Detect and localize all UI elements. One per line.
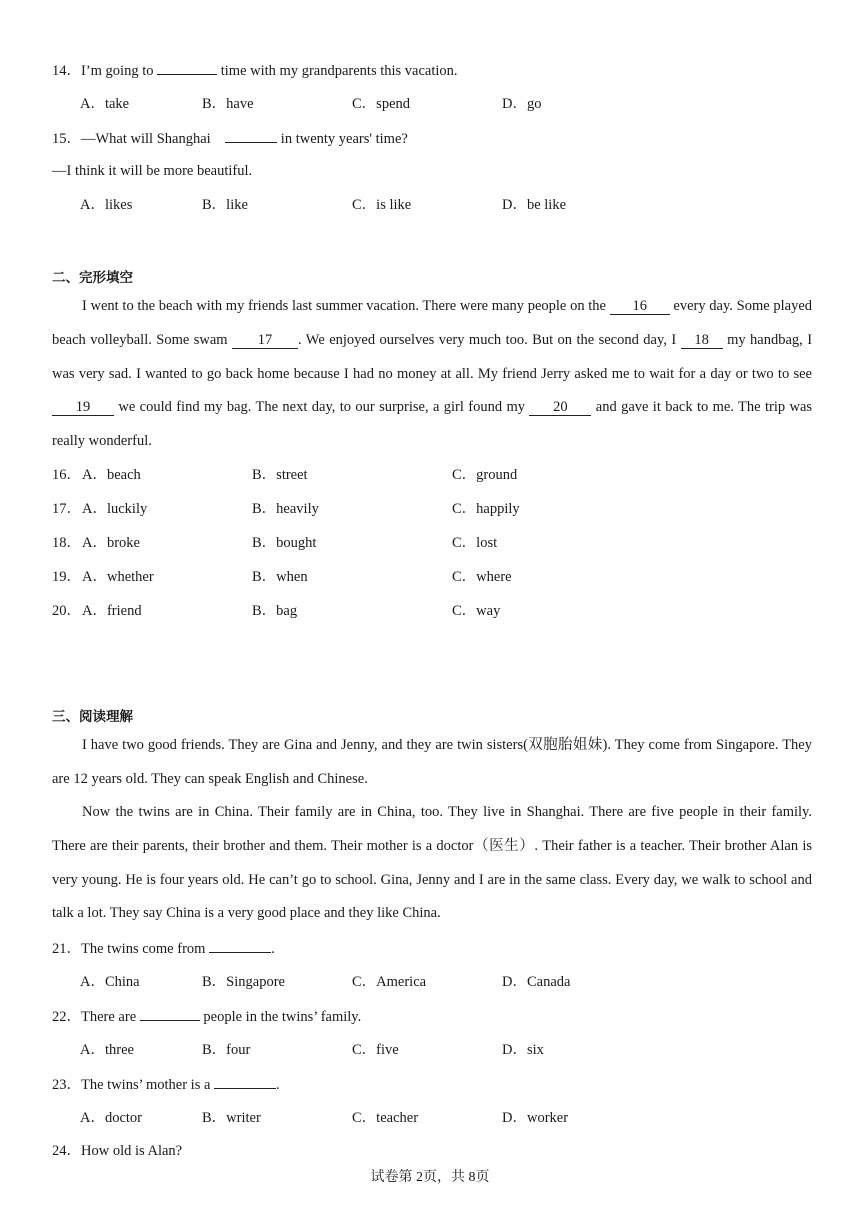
question-text: I’m going to — [81, 63, 154, 79]
question-text: The twins’ mother is a — [81, 1077, 211, 1093]
question-text: —What will Shanghai — [81, 131, 211, 147]
question-number: 18． — [52, 535, 81, 551]
option-b: B．four — [202, 1042, 251, 1058]
option-b: B．bag — [252, 603, 298, 619]
option-b: B．writer — [202, 1110, 261, 1126]
option-d: D．be like — [502, 197, 567, 213]
option-d: D．go — [502, 96, 542, 112]
blank-16: 16 — [610, 298, 670, 315]
question-22 — [52, 1006, 361, 1027]
option-c: C．ground — [452, 467, 518, 483]
passage-text: . We enjoyed ourselves very much too. But on the second day, I — [298, 331, 677, 348]
option-b: B．have — [202, 96, 254, 112]
question-text: . — [271, 941, 275, 957]
blank-19: 19 — [52, 399, 114, 416]
question-24 — [52, 1141, 182, 1161]
question-number: 20． — [52, 603, 81, 619]
question-text: There are — [81, 1009, 137, 1025]
passage-text: we could find my bag. The next day, to our surprise, a girl found my — [118, 399, 526, 416]
question-text: . — [276, 1077, 280, 1093]
option-c: C．teacher — [352, 1110, 419, 1126]
section-heading: 三、阅读理解 — [52, 709, 133, 725]
question-number: 17． — [52, 501, 81, 517]
passage-text: every day. Some played beach volleyball. Some swam — [52, 298, 813, 348]
question-text: time with my grandparents this vacation. — [220, 63, 458, 79]
passage-text: my handbag, I was very sad. I wanted to go back home because I had no money at all. My friend Jerry asked me to wait for a day or two to see — [52, 331, 813, 382]
question-number: 15． — [52, 131, 81, 147]
question-number: 21． — [52, 941, 81, 957]
option-a: A．beach — [82, 467, 141, 483]
answer-blank — [209, 938, 271, 953]
question-15-reply: —I think it will be more beautiful. — [52, 163, 253, 179]
option-b: B．heavily — [252, 501, 319, 517]
question-number: 23． — [52, 1077, 81, 1093]
option-c: C．is like — [352, 197, 412, 213]
passage-text: I went to the beach with my friends last summer vacation. There were many people on the — [82, 298, 606, 314]
answer-blank — [157, 60, 217, 75]
option-c: C．lost — [452, 535, 498, 551]
option-a: A．likes — [80, 197, 133, 213]
question-14 — [52, 60, 458, 81]
option-c: C．five — [352, 1042, 399, 1058]
question-number: 16． — [52, 467, 81, 483]
option-c: C．America — [352, 974, 427, 990]
answer-blank — [214, 1074, 276, 1089]
option-d: D．six — [502, 1042, 544, 1058]
option-b: B．like — [202, 197, 248, 213]
blank-18: 18 — [681, 332, 723, 349]
option-b: B．Singapore — [202, 974, 285, 990]
question-text: people in the twins’ family. — [203, 1009, 362, 1025]
option-a: A．luckily — [82, 501, 148, 517]
question-23 — [52, 1074, 280, 1095]
blank-20: 20 — [529, 399, 591, 416]
question-number: 14． — [52, 63, 81, 79]
blank-17: 17 — [232, 332, 298, 349]
question-text: in twenty years' time? — [280, 131, 408, 147]
option-b: B．street — [252, 467, 308, 483]
page-footer: 试卷第 2页，共 8页 — [370, 1170, 490, 1185]
question-number: 22． — [52, 1009, 81, 1025]
answer-blank — [225, 128, 277, 143]
option-b: B．when — [252, 569, 308, 585]
option-a: A．doctor — [80, 1110, 143, 1126]
reading-paragraph-1: I have two good friends. They are Gina and Jenny, and they are twin sisters(双胞胎姐妹). They come from Singapore. They are 12 years old. They can speak English and Chinese. — [52, 737, 812, 787]
option-a: A．broke — [82, 535, 140, 551]
option-a: A．take — [80, 96, 130, 112]
option-c: C．spend — [352, 96, 410, 112]
question-number: 24． — [52, 1143, 81, 1159]
cloze-passage — [52, 290, 812, 459]
question-15 — [52, 128, 408, 149]
option-c: C．where — [452, 569, 512, 585]
answer-blank — [140, 1006, 200, 1021]
reading-paragraph-2: Now the twins are in China. Their family are in China, too. They live in Shanghai. There are five people in their family. There are their parents, their brother and them. Their mother is a doctor（医生）. Their father is a teacher. Their brother Alan is very young. He is four years old. He can’t go to school. Gina, Jenny and I are in the same class. Every day, we walk to school and talk a lot. They say China is a very good place and they like China. — [52, 804, 812, 922]
question-text: The twins come from — [81, 941, 206, 957]
option-d: D．worker — [502, 1110, 569, 1126]
question-21 — [52, 938, 275, 959]
section-heading: 二、完形填空 — [52, 270, 133, 286]
option-a: A．whether — [82, 569, 154, 585]
option-d: D．Canada — [502, 974, 571, 990]
option-a: A．China — [80, 974, 140, 990]
passage-text: and gave it back to me. The trip was really wonderful. — [52, 399, 813, 450]
option-c: C．way — [452, 603, 501, 619]
option-a: A．friend — [82, 603, 142, 619]
option-b: B．bought — [252, 535, 317, 551]
option-c: C．happily — [452, 501, 520, 517]
question-number: 19． — [52, 569, 81, 585]
option-a: A．three — [80, 1042, 134, 1058]
question-text: How old is Alan? — [81, 1143, 183, 1159]
